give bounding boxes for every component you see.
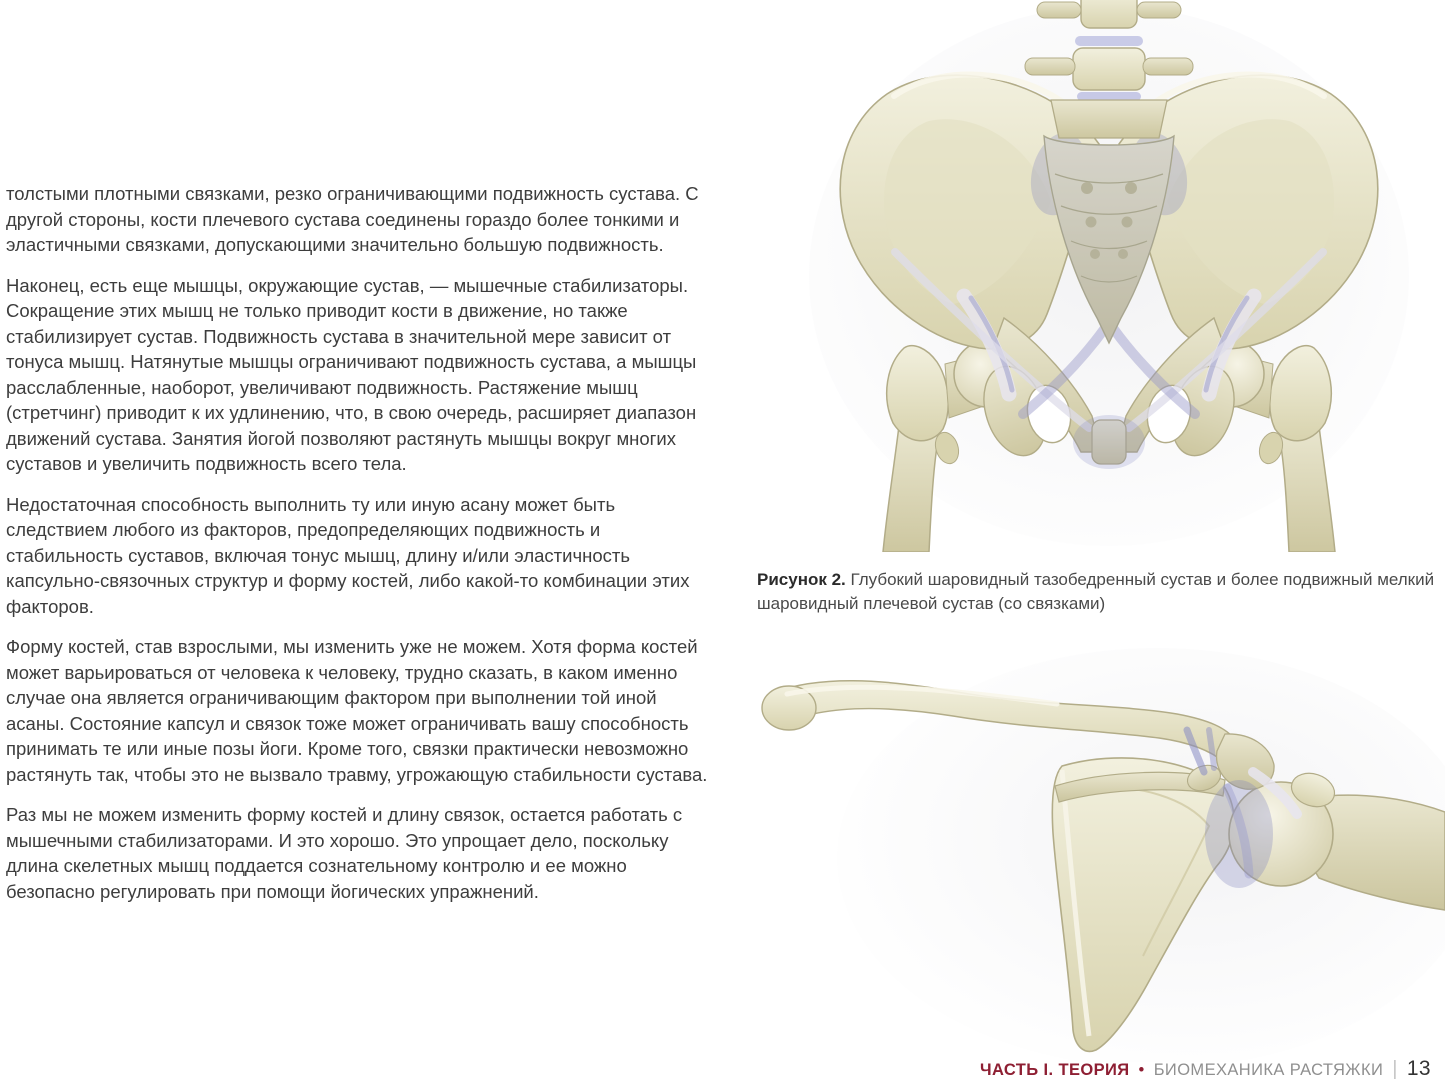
paragraph-3: Недостаточная способность выполнить ту или иную асану может быть следствием любого из факторов, предопределяющих подвижность и стабильность суставов, включая тонус мышц, длину и/или эластичность капсульно-связочных структур и форму костей, либо какой-то комбинации этих факторов. [6,493,690,617]
pelvis-illustration [799,0,1419,552]
body-text-column [6,181,708,919]
figure-caption-text: Глубокий шаровидный тазобедренный сустав и более подвижный мелкий шаровидный плечевой сустав (со связками) [757,570,1435,613]
footer-bullet: • [1138,1061,1145,1079]
footer-part-label: ЧАСТЬ I. ТЕОРИЯ [979,1061,1130,1079]
shoulder-illustration [757,638,1445,1062]
paragraph-5: Раз мы не можем изменить форму костей и длину связок, остается работать с мышечными стабилизаторами. И это хорошо. Это упрощает дело, поскольку длина скелетных мышц поддается сознательному контролю и ее можно безопасно регулировать при помощи йогических упражнений. [6,804,683,902]
paragraph-2: Наконец, есть еще мышцы, окружающие сустав, — мышечные стабилизаторы. Сокращение этих мышц не только приводит кости в движение, но также стабилизирует сустав. Подвижность сустава в значительной мере зависит от тонуса мышц. Натянутые мышцы ограничивают подвижность сустава, а мышцы расслабленные, наоборот, увеличивают подвижность. Растяжение мышц (стретчинг) приводит к их удлинению, что, в свою очередь, расширяет диапазон движений сустава. Занятия йогой позволяют растянуть мышцы вокруг многих суставов и увеличить подвижность всего тела. [6,274,697,475]
paragraph-1: толстыми плотными связками, резко ограничивающими подвижность сустава. С другой стороны, кости плечевого сустава соединены гораздо более тонкими и эластичными связками, допускающими значительно большую подвижность. [6,183,699,256]
footer-divider: | [1392,1058,1398,1080]
pelvis-svg [799,0,1419,552]
figure-caption [757,568,1445,616]
figure-column [757,0,1445,1089]
paragraph-4: Форму костей, став взрослыми, мы изменить уже не можем. Хотя форма костей может варьироваться от человека к человеку, трудно сказать, в каком именно случае она является ограничивающим фактором при выполнении той иной асаны. Состояние капсул и связок тоже может ограничивать вашу способность принимать те или иные позы йоги. Кроме того, связки практически невозможно растянуть так, чтобы это не вызвало травму, угрожающую стабильности сустава. [6,636,708,785]
figure-caption-label: Рисунок 2. [757,570,846,589]
page-footer [980,1057,1431,1081]
footer-chapter-label: БИОМЕХАНИКА РАСТЯЖКИ [1153,1061,1384,1079]
page-number: 13 [1406,1057,1431,1080]
shoulder-svg [757,638,1445,1062]
